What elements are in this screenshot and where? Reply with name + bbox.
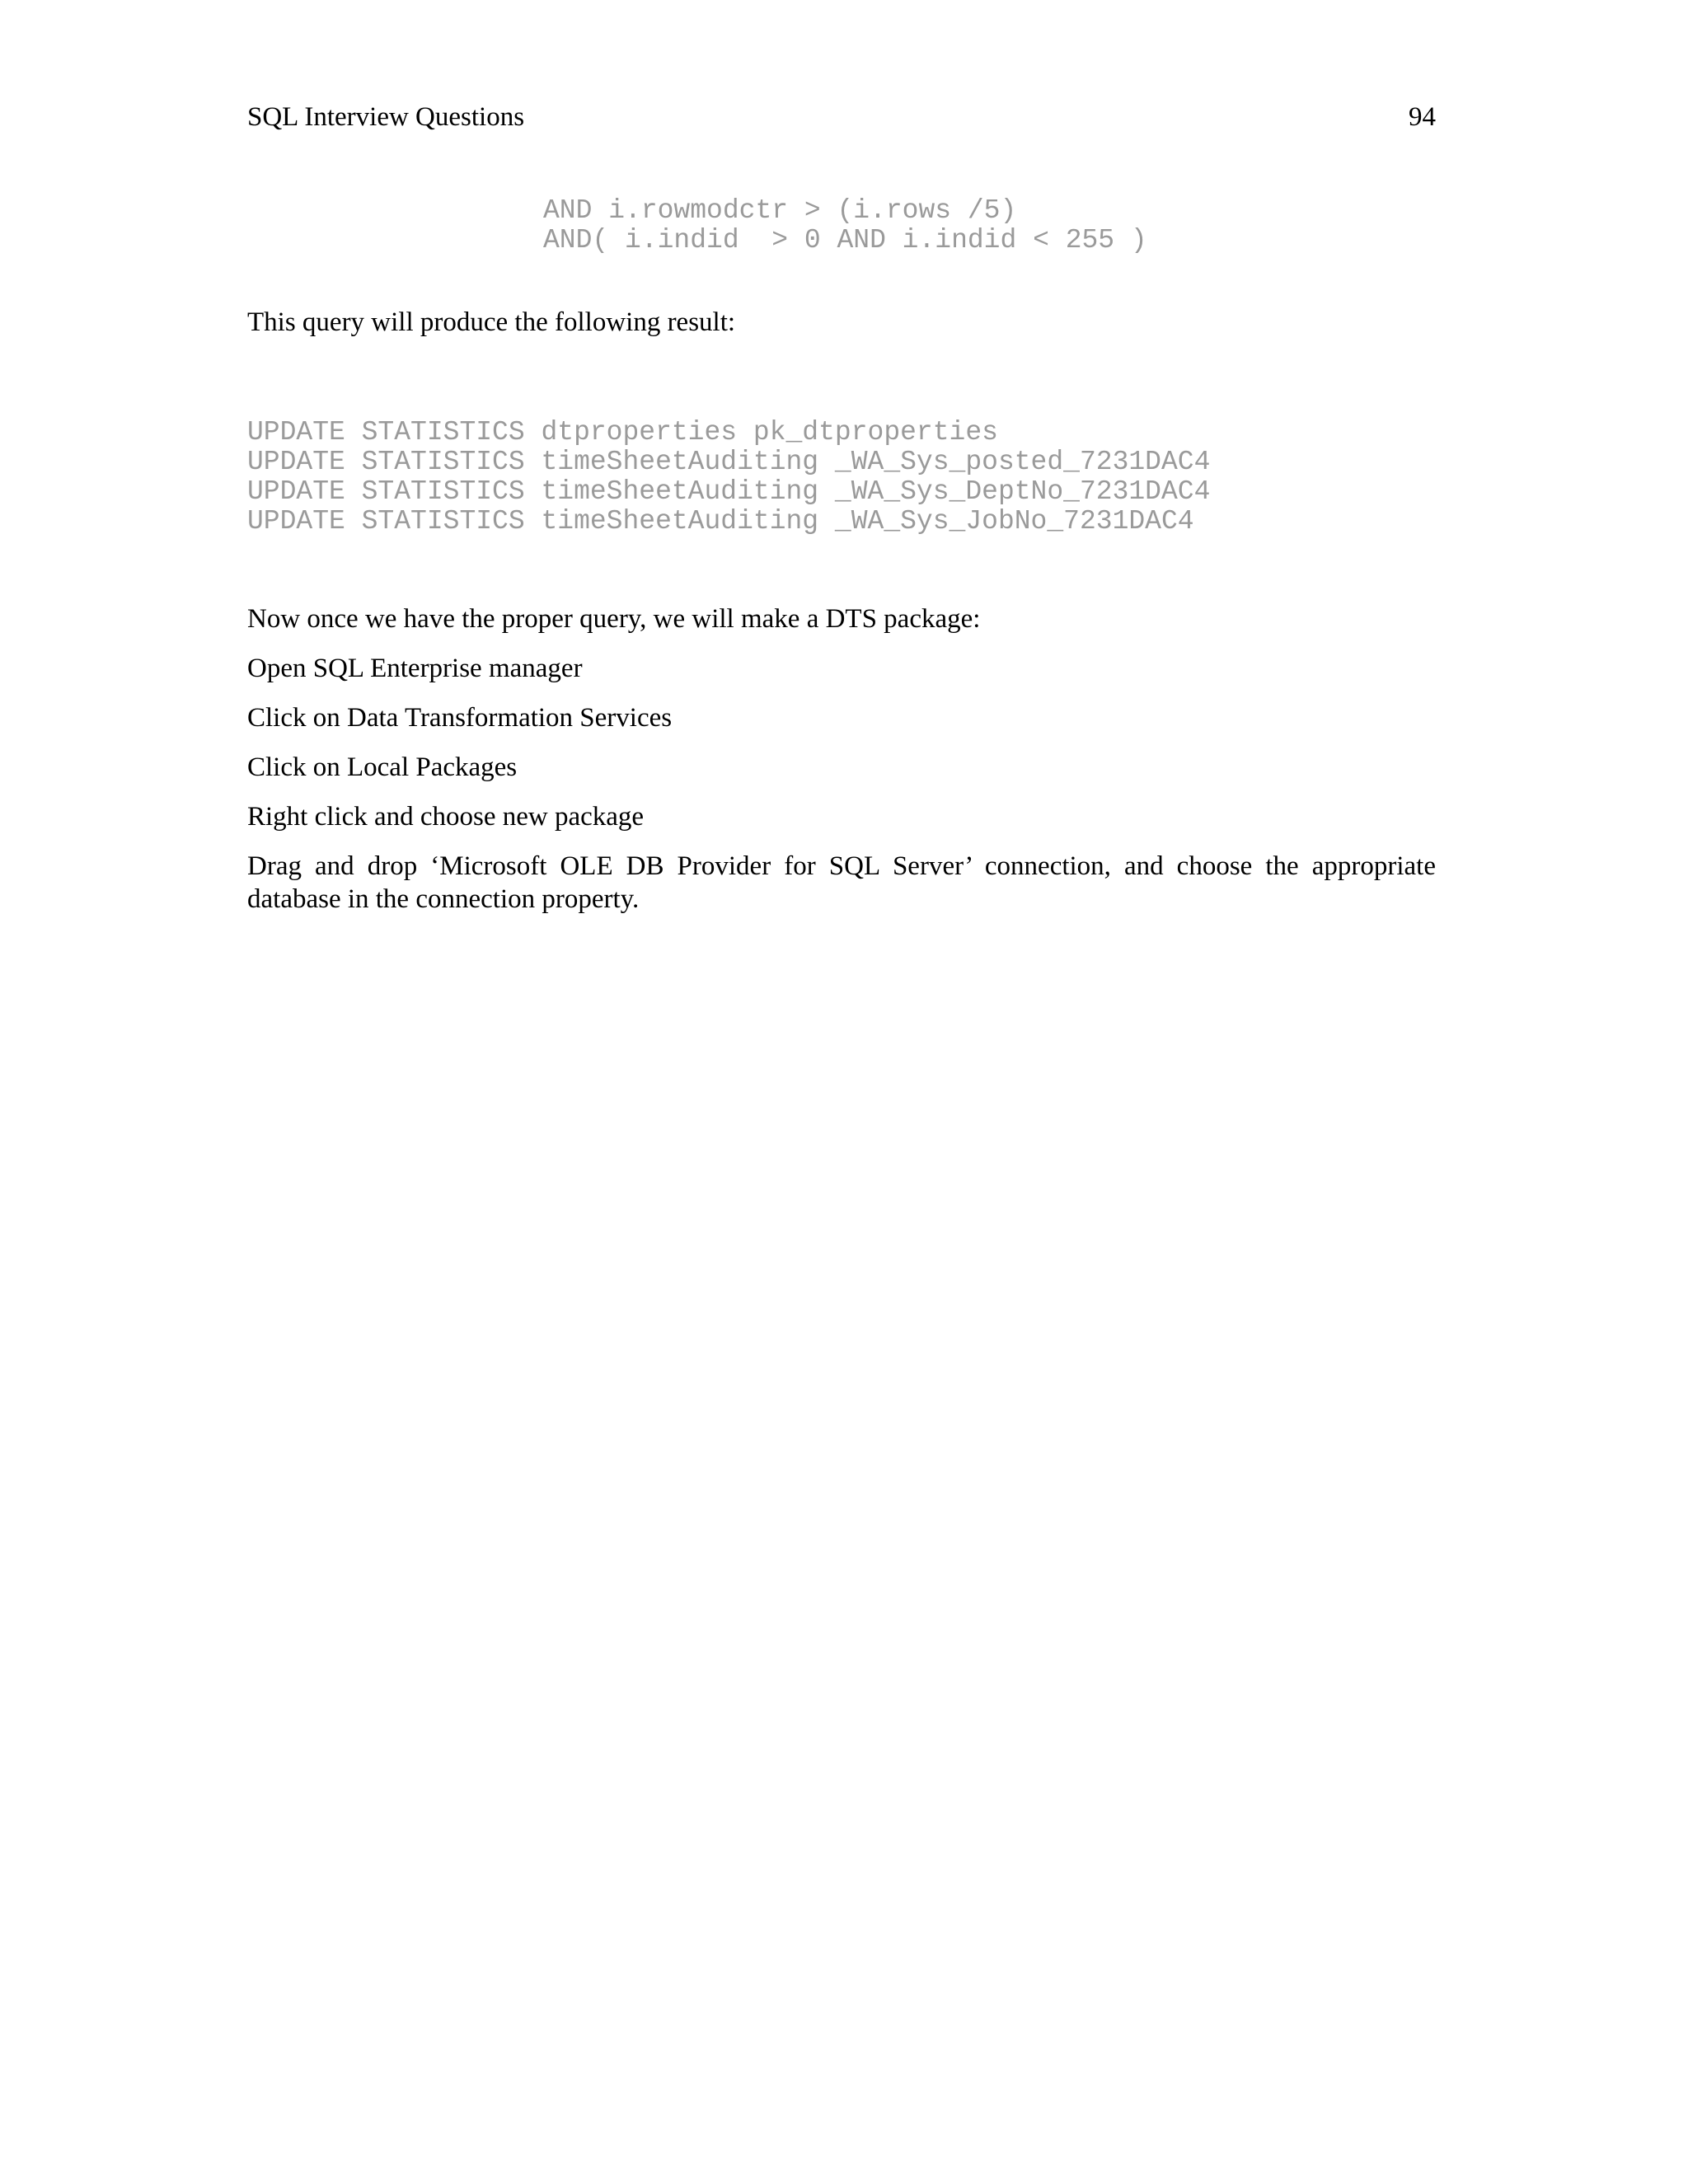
query-code-line: AND( i.indid > 0 AND i.indid < 255 ) (543, 225, 1147, 255)
result-code-line: UPDATE STATISTICS timeSheetAuditing _WA_Sys_DeptNo_7231DAC4 (247, 476, 1211, 507)
result-code-line: UPDATE STATISTICS dtproperties pk_dtproperties (247, 417, 998, 448)
result-code-line: UPDATE STATISTICS timeSheetAuditing _WA_Sys_posted_7231DAC4 (247, 447, 1211, 477)
header-title: SQL Interview Questions (247, 102, 525, 132)
result-code-block (247, 418, 1210, 537)
result-code-line: UPDATE STATISTICS timeSheetAuditing _WA_Sys_JobNo_7231DAC4 (247, 506, 1194, 537)
step-new-package: Right click and choose new package (247, 802, 645, 832)
query-code-line: AND i.rowmodctr > (i.rows /5) (543, 195, 1017, 226)
result-intro-text: This query will produce the following result: (247, 307, 736, 337)
step-drag-drop-connection: Drag and drop ‘Microsoft OLE DB Provider for SQL Server’ connection, and choose the appropriate database in the connection property. (247, 851, 1436, 914)
page-header (247, 96, 1436, 138)
step-open-enterprise-manager: Open SQL Enterprise manager (247, 654, 583, 683)
query-code-block (543, 196, 1147, 255)
step-local-packages: Click on Local Packages (247, 752, 518, 782)
page-number: 94 (1409, 102, 1436, 132)
dts-intro-paragraph: Now once we have the proper query, we will make a DTS package: (247, 604, 981, 634)
step-data-transformation-services: Click on Data Transformation Services (247, 703, 673, 733)
